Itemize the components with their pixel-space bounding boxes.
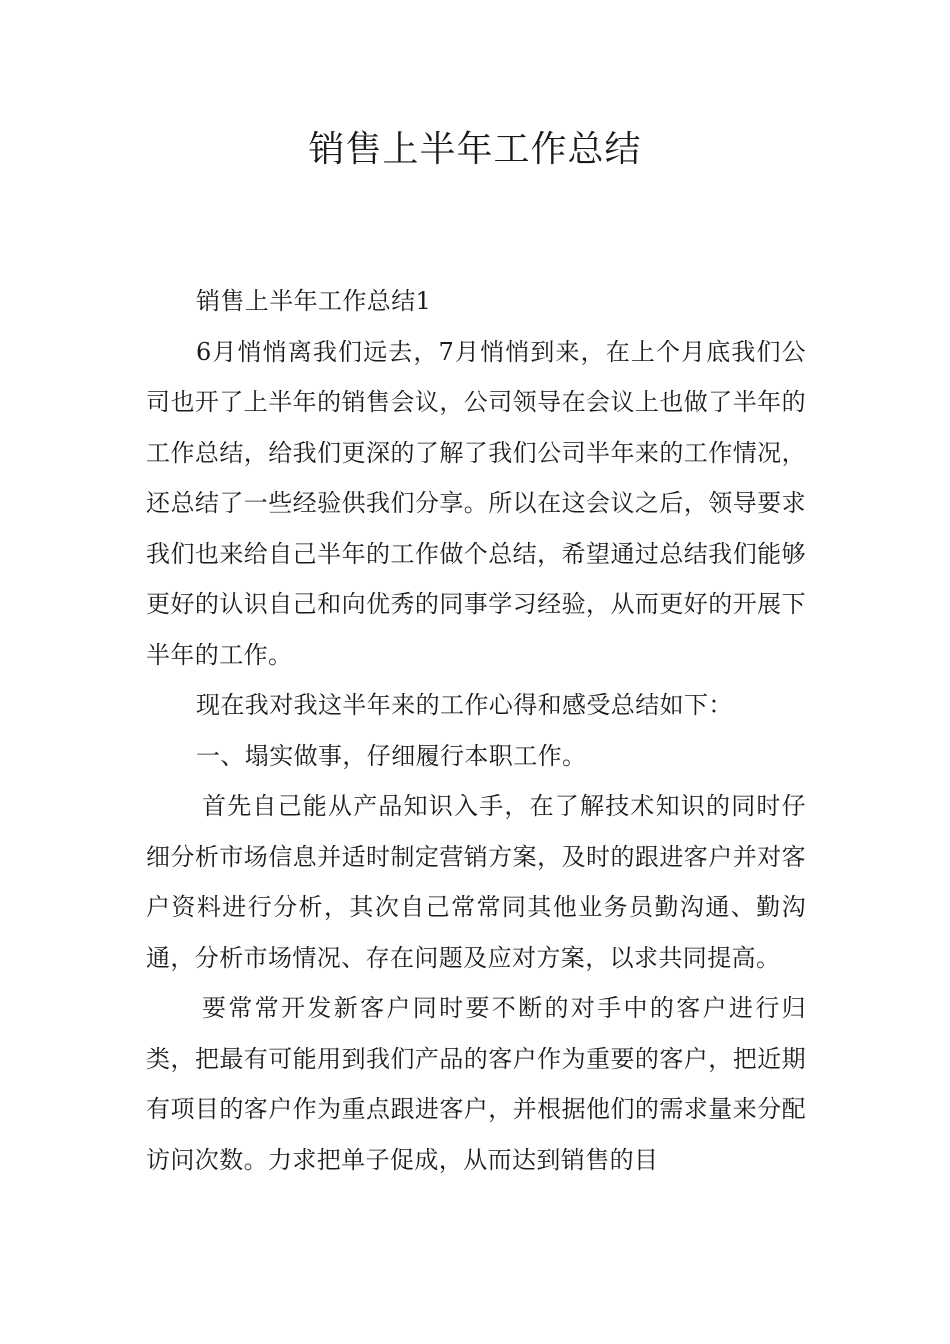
document-body <box>146 276 806 1185</box>
document-title: 销售上半年工作总结 <box>308 129 642 170</box>
paragraph: 现在我对我这半年来的工作心得和感受总结如下： <box>196 691 733 719</box>
paragraph: 首先自己能从产品知识入手，在了解技术知识的同时仔细分析市场信息并适时制定营销方案，及时的跟进客户并对客户资料进行分析，其次自己常常同其他业务员勤沟通、勤沟通，分析市场情况、存在问题及应对方案，以求共同提高。 <box>146 792 806 972</box>
paragraph: 6月悄悄离我们远去，7月悄悄到来，在上个月底我们公司也开了上半年的销售会议，公司领导在会议上也做了半年的工作总结，给我们更深的了解了我们公司半年来的工作情况，还总结了一些经验供我们分享。所以在这会议之后，领导要求我们也来给自己半年的工作做个总结，希望通过总结我们能够更好的认识自己和向优秀的同事学习经验，从而更好的开展下半年的工作。 <box>146 337 806 669</box>
section-heading: 销售上半年工作总结1 <box>196 287 432 315</box>
paragraph: 一、塌实做事，仔细履行本职工作。 <box>196 741 587 770</box>
paragraph: 要常常开发新客户同时要不断的对手中的客户进行归类，把最有可能用到我们产品的客户作为重要的客户，把近期有项目的客户作为重点跟进客户，并根据他们的需求量来分配访问次数。力求把单子促成，从而达到销售的目 <box>146 994 806 1174</box>
